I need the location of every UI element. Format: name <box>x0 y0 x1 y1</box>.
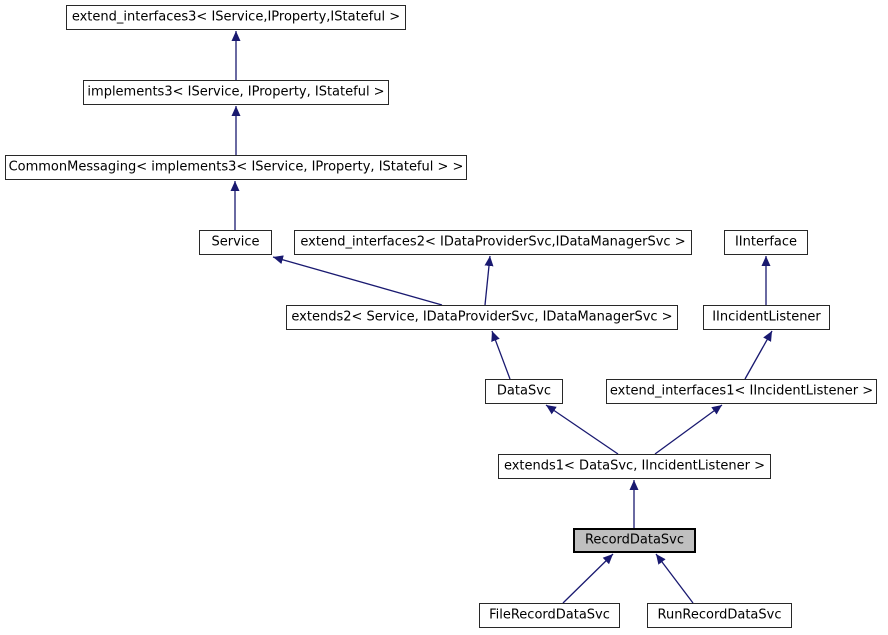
node-label: CommonMessaging< implements3< IService, IProperty, IStateful > > <box>8 159 464 175</box>
edge-RunRecordDataSvc-to-RecordDataSvc <box>656 554 693 603</box>
node-label: extends2< Service, IDataProviderSvc, IDataManagerSvc > <box>291 309 673 325</box>
node-RecordDataSvc <box>573 528 696 553</box>
node-label: implements3< IService, IProperty, IStateful > <box>87 84 385 100</box>
edge-extends1-to-DataSvc <box>546 405 618 454</box>
node-label: IInterface <box>734 234 798 250</box>
node-Service[interactable] <box>199 230 272 255</box>
node-IInterface[interactable] <box>724 230 808 255</box>
edge-extends2-to-extend_interfaces2 <box>485 256 490 305</box>
node-DataSvc[interactable] <box>485 379 563 404</box>
node-extends1[interactable] <box>498 454 771 479</box>
node-extend_interfaces1[interactable] <box>606 379 877 404</box>
node-implements3[interactable] <box>83 80 389 105</box>
node-FileRecordDataSvc[interactable] <box>479 603 620 628</box>
node-label: RunRecordDataSvc <box>657 607 782 623</box>
node-extends2[interactable] <box>286 305 678 330</box>
node-label: extend_interfaces1< IIncidentListener > <box>609 383 874 399</box>
node-label: extend_interfaces3< IService,IProperty,IStateful > <box>71 9 401 25</box>
node-label: IIncidentListener <box>712 309 821 325</box>
node-label: RecordDataSvc <box>584 532 685 548</box>
node-CommonMessaging[interactable] <box>5 155 467 180</box>
node-extend_interfaces3[interactable] <box>66 5 406 30</box>
edge-DataSvc-to-extends2 <box>492 331 510 379</box>
node-label: extends1< DataSvc, IIncidentListener > <box>503 458 766 474</box>
edge-extends2-to-Service <box>273 257 442 305</box>
node-RunRecordDataSvc[interactable] <box>647 603 792 628</box>
edge-FileRecordDataSvc-to-RecordDataSvc <box>563 554 613 603</box>
node-label: extend_interfaces2< IDataProviderSvc,IDataManagerSvc > <box>300 234 686 250</box>
edge-extends1-to-extend_interfaces1 <box>655 405 722 454</box>
node-label: Service <box>211 234 260 250</box>
node-label: FileRecordDataSvc <box>489 607 610 623</box>
node-IIncidentListener[interactable] <box>703 305 830 330</box>
node-extend_interfaces2[interactable] <box>294 230 692 255</box>
edge-extend_interfaces1-to-IIncidentListener <box>745 331 772 379</box>
node-label: DataSvc <box>496 383 552 399</box>
